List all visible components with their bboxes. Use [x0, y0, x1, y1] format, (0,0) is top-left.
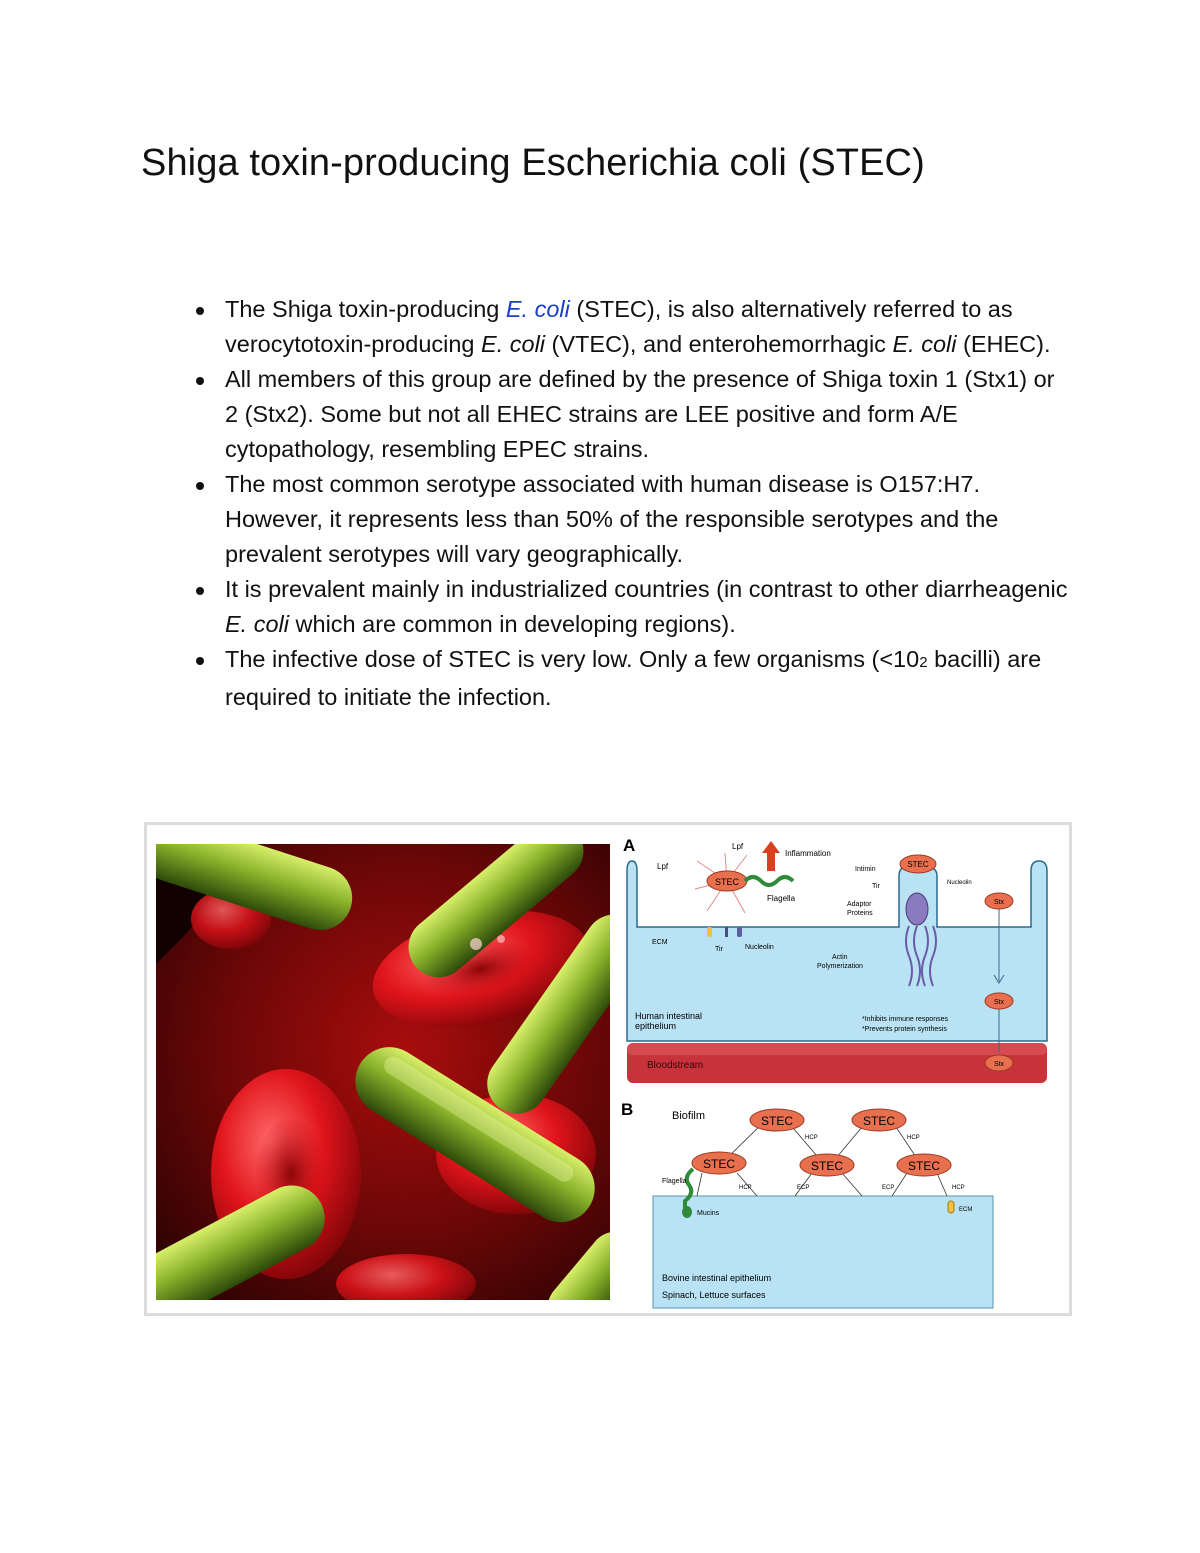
svg-text:Mucins: Mucins [697, 1210, 720, 1217]
svg-text:Stx: Stx [993, 899, 1005, 906]
svg-text:HCP: HCP [907, 1135, 920, 1141]
svg-text:STEC: STEC [862, 1114, 896, 1128]
svg-text:HCP: HCP [739, 1185, 752, 1191]
svg-text:Stx: Stx [993, 999, 1005, 1006]
list-item: The infective dose of STEC is very low. Only a few organisms (<102 bacilli) are required to initiate the infection. [190, 642, 1070, 715]
svg-text:Proteins: Proteins [847, 910, 873, 917]
stec-bacterium-biofilm [897, 1154, 951, 1176]
svg-text:Stx: Stx [993, 1061, 1005, 1068]
svg-text:Nucleolin: Nucleolin [745, 944, 774, 951]
svg-text:STEC: STEC [760, 1114, 794, 1128]
svg-text:Bovine intestinal epithelium: Bovine intestinal epithelium [662, 1273, 772, 1283]
figure [144, 822, 1072, 1316]
svg-text:ECM: ECM [959, 1207, 973, 1213]
svg-text:STEC: STEC [907, 860, 929, 869]
panel-a-label: A [623, 836, 636, 855]
stx-toxin [985, 1055, 1013, 1071]
list-item: The Shiga toxin-producing E. coli (STEC), is also alternatively referred to as verocytotoxin-producing E. coli (VTEC), and enterohemorrhagic E. coli (EHEC). [190, 292, 1070, 362]
svg-text:Lpf: Lpf [657, 862, 669, 871]
svg-text:epithelium: epithelium [635, 1021, 677, 1031]
svg-text:Human intestinal: Human intestinal [635, 1011, 703, 1021]
svg-text:Flagella: Flagella [662, 1178, 687, 1185]
inflammation-arrow-icon [762, 841, 780, 871]
svg-text:Actin: Actin [832, 954, 848, 961]
stx-toxin [985, 893, 1013, 909]
svg-text:*Inhibits immune responses: *Inhibits immune responses [862, 1016, 948, 1023]
svg-text:Nucleolin: Nucleolin [947, 880, 972, 886]
bacteria-micrograph [156, 844, 610, 1300]
svg-text:Inflammation: Inflammation [785, 849, 831, 858]
svg-text:Biofilm: Biofilm [672, 1110, 706, 1122]
svg-text:Tir: Tir [715, 946, 723, 953]
stec-bacterium-biofilm [692, 1152, 746, 1174]
svg-text:Bloodstream: Bloodstream [647, 1060, 704, 1071]
stec-bacterium-biofilm [750, 1109, 804, 1131]
svg-text:STEC: STEC [907, 1159, 941, 1173]
svg-text:STEC: STEC [714, 877, 740, 887]
stec-bacterium-biofilm [800, 1154, 854, 1176]
svg-text:Lpf: Lpf [732, 842, 744, 851]
stec-bacterium-biofilm [852, 1109, 906, 1131]
panel-b-label: B [621, 1100, 634, 1119]
list-item: It is prevalent mainly in industrialized countries (in contrast to other diarrheagenic E. coli which are common in developing regions). [190, 572, 1070, 642]
stec-bacterium-lpf [695, 853, 747, 913]
page-title: Shiga toxin-producing Escherichia coli (STEC) [141, 142, 925, 184]
svg-text:ECP: ECP [882, 1185, 895, 1191]
bullet-list [190, 292, 1070, 715]
svg-text:Intimin: Intimin [855, 866, 876, 873]
svg-text:HCP: HCP [805, 1135, 818, 1141]
svg-text:Tir: Tir [872, 883, 880, 890]
svg-text:Spinach, Lettuce surfaces: Spinach, Lettuce surfaces [662, 1290, 766, 1300]
list-item: All members of this group are defined by the presence of Shiga toxin 1 (Stx1) or 2 (Stx2). Some but not all EHEC strains are LEE positive and form A/E cytopathology, resembling EPEC strains. [190, 362, 1070, 467]
species-link[interactable]: E. coli [505, 296, 570, 322]
stx-toxin [985, 993, 1013, 1009]
svg-text:ECM: ECM [652, 939, 668, 946]
svg-text:*Prevents protein synthesis: *Prevents protein synthesis [862, 1026, 947, 1033]
stec-pathogenesis-diagram [617, 831, 1057, 1311]
stec-bacterium-attached [900, 855, 936, 873]
list-item: The most common serotype associated with human disease is O157:H7. However, it represents less than 50% of the responsible serotypes and the prevalent serotypes will vary geographically. [190, 467, 1070, 572]
svg-text:Polymerization: Polymerization [817, 963, 863, 970]
svg-text:ECP: ECP [797, 1185, 810, 1191]
svg-text:Flagella: Flagella [767, 894, 796, 903]
svg-text:Adaptor: Adaptor [847, 901, 872, 908]
svg-text:STEC: STEC [702, 1157, 736, 1171]
svg-text:HCP: HCP [952, 1185, 965, 1191]
svg-text:STEC: STEC [810, 1159, 844, 1173]
